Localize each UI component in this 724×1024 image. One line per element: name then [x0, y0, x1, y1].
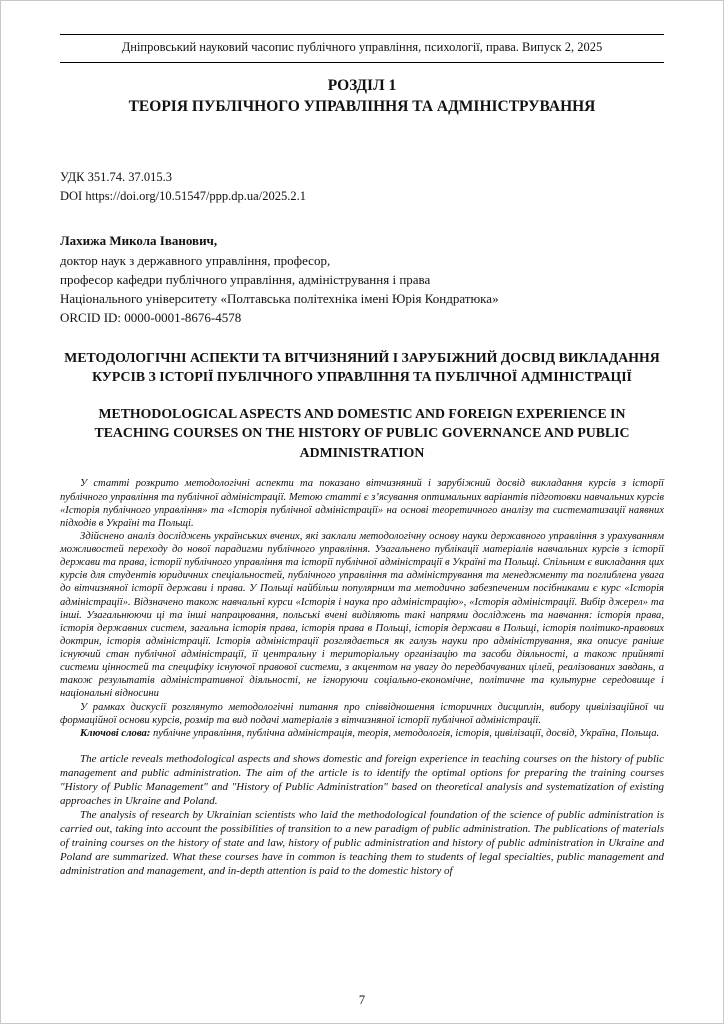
abstract-en	[60, 753, 664, 879]
article-title-uk: МЕТОДОЛОГІЧНІ АСПЕКТИ ТА ВІТЧИЗНЯНИЙ І ЗАРУБІЖНИЙ ДОСВІД ВИКЛАДАННЯ КУРСІВ З ІСТОРІЇ ПУБЛІЧНОГО УПРАВЛІННЯ ТА ПУБЛІЧНОЇ АДМІНІСТРАЦІЇ	[64, 349, 660, 385]
keywords-line	[60, 727, 664, 740]
author-name: Лахижа Микола Іванович,	[60, 233, 218, 249]
abstract-paragraph: The article reveals methodological aspects and shows domestic and foreign experience in teaching courses on the history of public management and public administration. The aim of the article is to identify the optimal options for preparing the training courses "History of Public Management" and "History of Public Administration" based on theoretical analysis and systematization of existing approaches in Ukraine and Poland.	[60, 752, 664, 807]
abstract-paragraph: У рамках дискусії розглянуто методологічні питання про співвідношення історичних дисциплін, вибору цивілізаційної чи формаційної основи курсів, розмір та вид подачі матеріалів з вітчизняної історії публічної адміністрації.	[60, 701, 664, 726]
author-orcid: ORCID ID: 0000-0001-8676-4578	[60, 310, 242, 326]
journal-header	[60, 34, 664, 63]
keywords-label: Ключові слова:	[80, 727, 151, 739]
abstract-paragraph: The analysis of research by Ukrainian scientists who laid the methodological foundation of the science of public administration is carried out, taking into account the possibilities of transition to a new paradigm of public administration. The publications of materials of training courses on the history of state and law, history of public administration and history of public administration in Ukraine and Poland are summarized. What these courses have in common is teaching them to students of legal specialties, public management and administration and management, and in-depth attention is paid to the domestic history of	[60, 808, 664, 877]
page-number: 7	[358, 993, 366, 1007]
abstract-paragraph: У статті розкрито методологічні аспекти та показано вітчизняний і зарубіжний досвід викладання курсів з історії публічного управління та публічної адміністрації. Метою статті є з’ясування оптимальних варіантів підготовки навчальних курсів «Історія публічного управління» та «Історія публічної адміністрації» на основі теоретичного аналізу та систематизації наявних підходів в Україні та Польщі.	[60, 478, 664, 529]
author-block	[60, 231, 664, 327]
abstract-paragraph: Здійснено аналіз досліджень українських вчених, які заклали методологічну основу науки державного управління з урахуванням можливостей переходу до нової парадигми публічного управління. Узагальнено публікації матеріалів навчальних курсів з історії держави та права, історії публічного управління та історії публічної адміністрації в Україні та Польщі. Спільним є викладання цих курсів для студентів юридичних спеціальностей, публічного управління та адміністрування та менеджменту та поглиблена увага до вітчизняної історії держави і права. У Польщі найбільш популярним та методично забезпеченим посібниками є курс «Історія адміністрації». Відзначено також навчальні курси «Історія і наука про адміністрацію», «Історія адміністрації. Вибір джерел» та інші. Узагальнюючи ці та інші напрацювання, польські вчені виділяють такі напрями досліджень та навчання: історія права, історія державних систем, загальна історія права, історія права в Польщі, історія держави в Польщі, історія політико-правових доктрин, історія адміністрації. Історія адміністрації розглядається як галузь науки про адміністрування, яка описує раніше існуючий стан публічної адміністрації, її центральну і територіальну організацію та засоби діяльності, а також прийняті системи цінностей та специфіку існуючої правової системи, з акцентом на увагу до передбачуваних цілей, реалізованих завдань, а також результатів адміністративної діяльності, не ігноруючи соціально-економічне, політичне та культурне середовище і національні відносини	[60, 530, 664, 700]
author-degree: доктор наук з державного управління, професор,	[60, 252, 331, 268]
author-affiliation: Національного університету «Полтавська політехніка імені Юрія Кондратюка»	[60, 291, 499, 307]
udc-number: УДК 351.74. 37.015.3	[60, 169, 172, 184]
doi-text: DOI https://doi.org/10.51547/ppp.dp.ua/2025.2.1	[60, 188, 306, 203]
abstract-uk	[60, 477, 664, 740]
article-title-en: METHODOLOGICAL ASPECTS AND DOMESTIC AND FOREIGN EXPERIENCE IN TEACHING COURSES ON THE HISTORY OF PUBLIC GOVERNANCE AND PUBLIC ADMINISTRATION	[94, 405, 630, 460]
keywords-text: публічне управління, публічна адміністрація, теорія, методологія, історія, цивілізації, досвід, Україна, Польща.	[150, 727, 660, 739]
section-heading	[60, 76, 664, 118]
section-title: ТЕОРІЯ ПУБЛІЧНОГО УПРАВЛІННЯ ТА АДМІНІСТРУВАННЯ	[128, 97, 596, 115]
article-meta	[60, 168, 664, 206]
journal-title: Дніпровський науковий часопис публічного управління, психології, права. Випуск 2, 2025	[121, 40, 603, 54]
author-position: професор кафедри публічного управління, адміністрування і права	[60, 271, 431, 287]
section-number: РОЗДІЛ 1	[327, 77, 397, 94]
